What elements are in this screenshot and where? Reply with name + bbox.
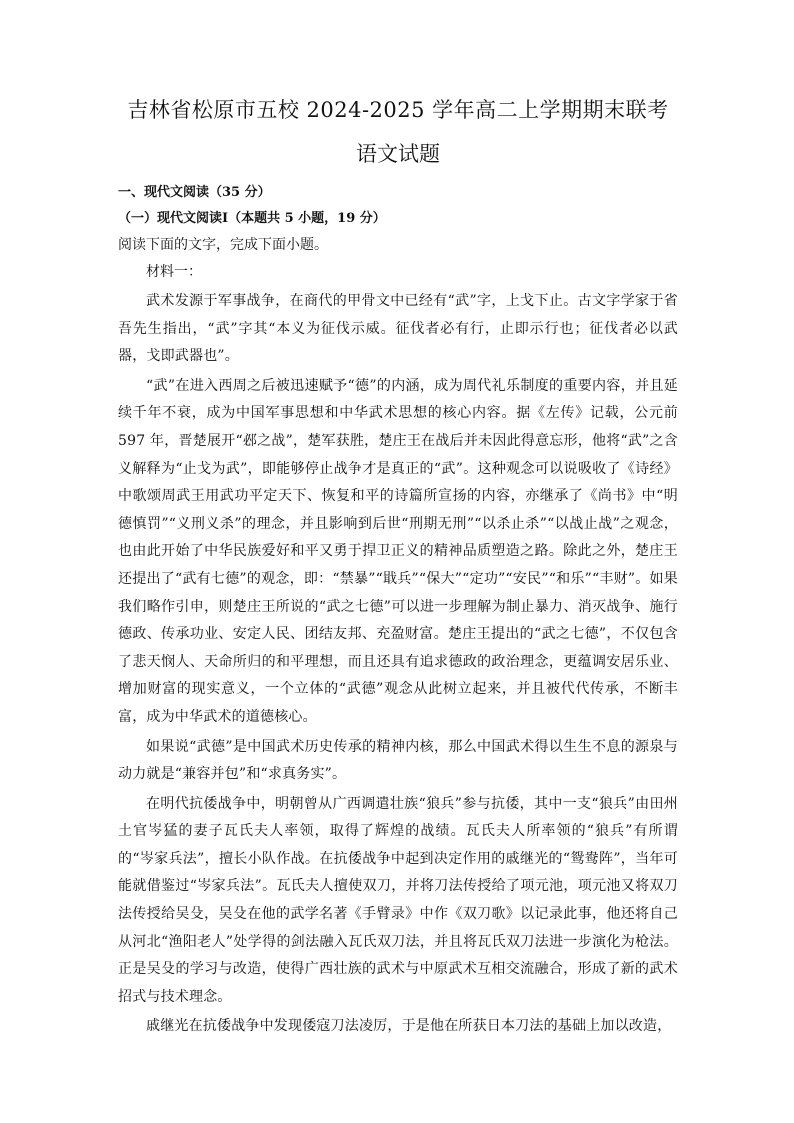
document-subtitle: 语文试题 xyxy=(356,142,440,166)
document-page xyxy=(118,94,678,1041)
material-label: 材料一： xyxy=(146,264,202,280)
subsection-heading: （一）现代文阅读Ⅰ（本题共 5 小题，19 分） xyxy=(118,211,386,226)
paragraph: 戚继光在抗倭战争中发现倭寇刀法凌厉，于是他在所获日本刀法的基础上加以改造， xyxy=(146,1018,672,1035)
paragraph: 武术发源于军事战争，在商代的甲骨文中已经有“武”字，上戈下止。古文字学家于省吾先生指出，“武”字其“本义为征伐示威。征伐者必有行，止即示行也；征伐者必以武器，戈即武器也”。 xyxy=(118,293,678,365)
paragraph: 如果说“武德”是中国武术历史传承的精神内核，那么中国武术得以生生不息的源泉与动力就是“兼容并包”和“求真务实”。 xyxy=(118,738,678,783)
section-heading: 一、现代文阅读（35 分） xyxy=(118,185,271,200)
paragraph: 在明代抗倭战争中，明朝曾从广西调遣壮族“狼兵”参与抗倭，其中一支“狼兵”由田州土官岑猛的妻子瓦氏夫人率领，取得了辉煌的战绩。瓦氏夫人所率领的“狼兵”有所谓的“岑家兵法”，擅长小队作战。在抗倭战争中起到决定作用的戚继光的“鸳鸯阵”，当年可能就借鉴过“岑家兵法”。瓦氏夫人擅使双刀，并将刀法传授给了项元池，项元池又将双刀法传授给吴殳，吴殳在他的武学名著《手臂录》中作《双刀歌》以记录此事，他还将自己从河北“渔阳老人”处学得的剑法融入瓦氏双刀法，并且将瓦氏双刀法进一步演化为枪法。正是吴殳的学习与改造，使得广西壮族的武术与中原武术互相交流融合，形成了新的武术招式与技术理念。 xyxy=(118,795,678,1005)
document-title: 吉林省松原市五校 2024-2025 学年高二上学期期末联考 xyxy=(127,98,669,122)
instruction-text: 阅读下面的文字，完成下面小题。 xyxy=(118,237,328,253)
paragraph: “武”在进入西周之后被迅速赋予“德”的内涵，成为周代礼乐制度的重要内容，并且延续千年不衰，成为中国军事思想和中华武术思想的核心内容。据《左传》记载，公元前 597 年，晋楚展开“邲之战”，楚军获胜，楚庄王在战后并未因此得意忘形，他将“武”之含义解释为“止戈为武”，即能够停止战争才是真正的“武”。这种观念可以说吸收了《诗经》中歌颂周武王用武功平定天下、恢复和平的诗篇所宣扬的内容，亦继承了《尚书》中“明德慎罚”“义刑义杀”的理念，并且影响到后世“刑期无刑”“以杀止杀”“以战止战”之观念，也由此开始了中华民族爱好和平又勇于捍卫正义的精神品质塑造之路。除此之外，楚庄王还提出了“武有七德”的观念，即：“禁暴”“戢兵”“保大”“定功”“安民”“和乐”“丰财”。如果我们略作引申，则楚庄王所说的“武之七德”可以进一步理解为制止暴力、消灭战争、施行德政、传承功业、安定人民、团结友邦、充盈财富。楚庄王提出的“武之七德”，不仅包含了悲天悯人、天命所归的和平理想，而且还具有追求德政的政治理念，更蕴调安居乐业、增加财富的现实意义，一个立体的“武德”观念从此树立起来，并且被代代传承，不断丰富，成为中华武术的道德核心。 xyxy=(118,377,678,725)
